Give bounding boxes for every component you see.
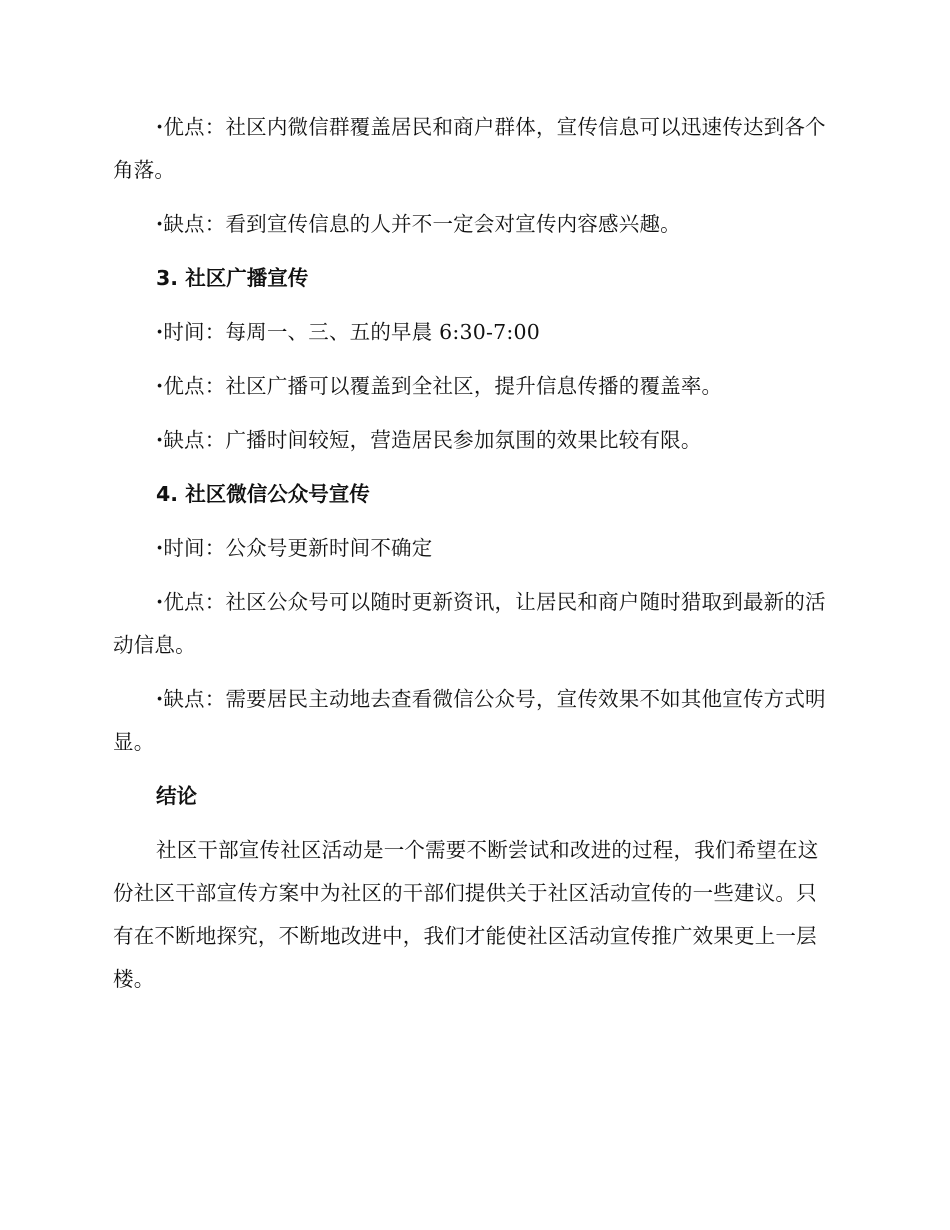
bullet-dot: · bbox=[156, 115, 164, 139]
bullet-dot: · bbox=[156, 428, 164, 452]
bullet-dot: · bbox=[156, 374, 164, 398]
conclusion-paragraph: 社区干部宣传社区活动是一个需要不断尝试和改进的过程，我们希望在这份社区干部宣传方案中为社区的干部们提供关于社区活动宣传的一些建议。只有在不断地探究，不断地改进中，我们才能使社区活动宣传推广效果更上一层楼。 bbox=[113, 838, 819, 991]
paragraph-text: 缺点：看到宣传信息的人并不一定会对宣传内容感兴趣。 bbox=[163, 212, 681, 236]
bullet-advantage-wechat-group bbox=[113, 106, 831, 192]
bullet-dot: · bbox=[156, 212, 164, 236]
bullet-disadvantage-official-account bbox=[113, 678, 831, 764]
paragraph-text: 优点：社区广播可以覆盖到全社区，提升信息传播的覆盖率。 bbox=[163, 374, 723, 398]
paragraph-text: 时间：每周一、三、五的早晨 6:30-7:00 bbox=[163, 320, 540, 344]
section-heading-broadcast: 3. 社区广播宣传 bbox=[156, 266, 309, 290]
paragraph-text: 优点：社区内微信群覆盖居民和商户群体，宣传信息可以迅速传达到各个角落。 bbox=[113, 115, 826, 182]
section-heading-conclusion: 结论 bbox=[156, 784, 197, 808]
bullet-advantage-broadcast bbox=[113, 365, 831, 408]
bullet-time-broadcast bbox=[113, 311, 831, 354]
bullet-dot: · bbox=[156, 320, 164, 344]
paragraph-text: 缺点：广播时间较短，营造居民参加氛围的效果比较有限。 bbox=[163, 428, 702, 452]
paragraph-text: 缺点：需要居民主动地去查看微信公众号，宣传效果不如其他宣传方式明显。 bbox=[113, 687, 826, 754]
bullet-time-official-account bbox=[113, 527, 831, 570]
paragraph-text: 时间：公众号更新时间不确定 bbox=[163, 536, 433, 560]
bullet-dot: · bbox=[156, 590, 164, 614]
section-heading-official-account: 4. 社区微信公众号宣传 bbox=[156, 482, 370, 506]
paragraph-text: 优点：社区公众号可以随时更新资讯，让居民和商户随时猎取到最新的活动信息。 bbox=[113, 590, 826, 657]
bullet-disadvantage-broadcast bbox=[113, 419, 831, 462]
document-body bbox=[113, 106, 831, 1012]
bullet-disadvantage-wechat-group bbox=[113, 203, 831, 246]
bullet-dot: · bbox=[156, 687, 164, 711]
bullet-advantage-official-account bbox=[113, 581, 831, 667]
bullet-dot: · bbox=[156, 536, 164, 560]
